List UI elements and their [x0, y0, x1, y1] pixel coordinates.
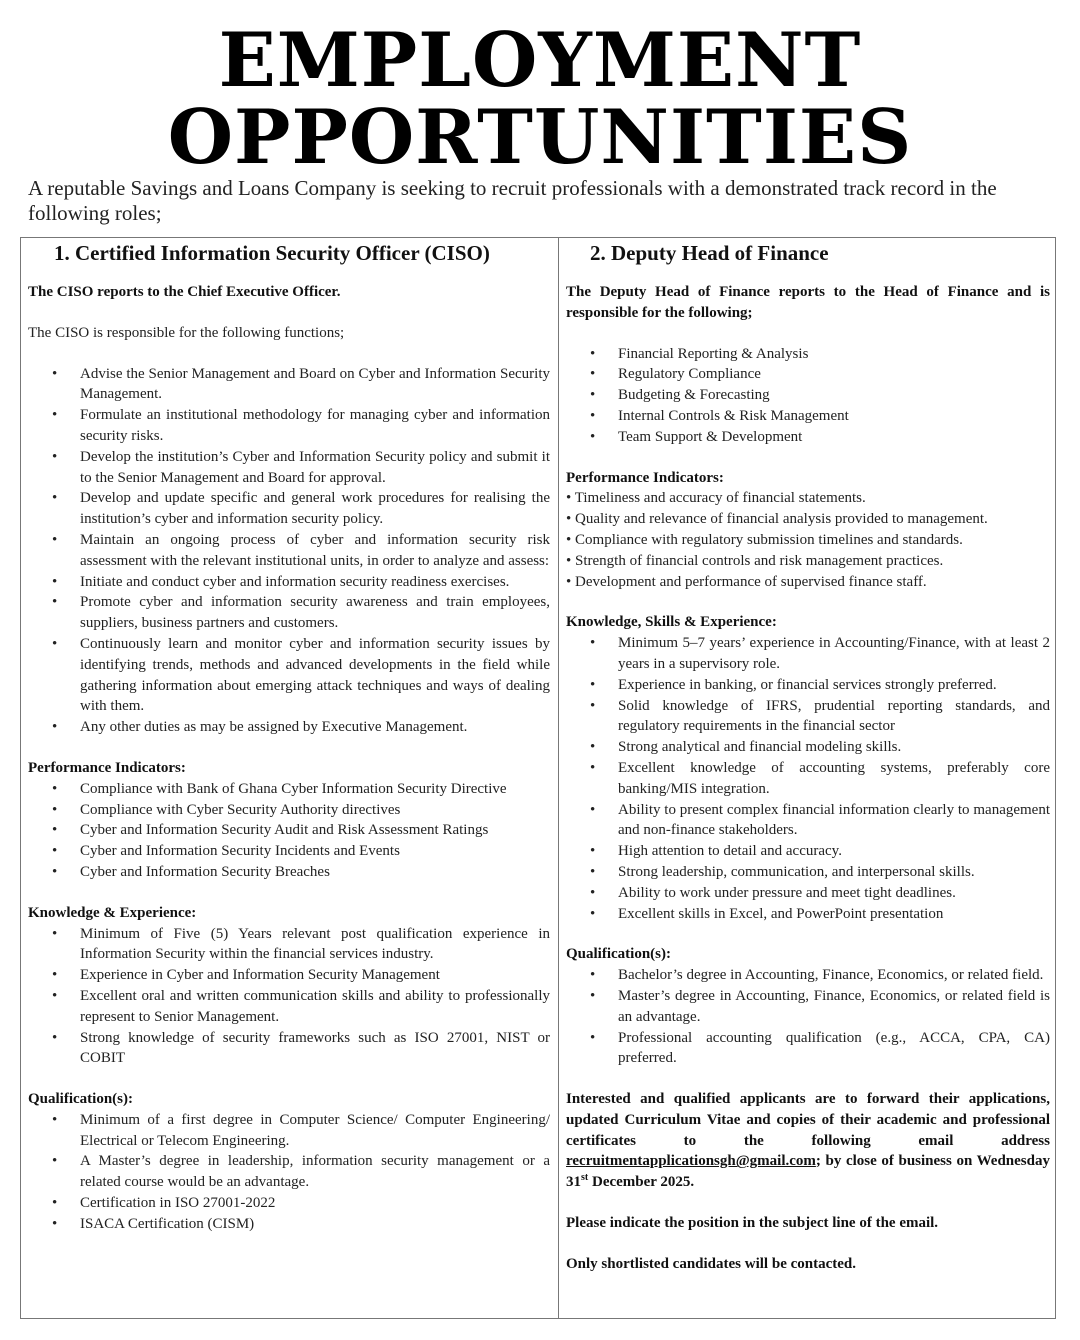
ciso-performance-heading: Performance Indicators:: [28, 759, 186, 776]
list-item: • Professional accounting qualification (e.g., ACCA, CPA, CA) preferred.: [566, 1028, 1050, 1070]
list-item: • High attention to detail and accuracy.: [566, 841, 1050, 862]
list-item: • Compliance with Bank of Ghana Cyber Information Security Directive: [28, 779, 550, 800]
list-item: • Development and performance of supervised finance staff.: [566, 572, 1050, 593]
list-item: • Quality and relevance of financial analysis provided to management.: [566, 509, 1050, 530]
list-item: • Minimum 5–7 years’ experience in Accounting/Finance, with at least 2 years in a supervisory role.: [566, 633, 1050, 675]
list-item: • Cyber and Information Security Audit and Risk Assessment Ratings: [28, 820, 550, 841]
list-item: • Formulate an institutional methodology for managing cyber and information security risks.: [28, 405, 550, 447]
ciso-heading: 1. Certified Information Security Officer (CISO): [54, 241, 490, 265]
list-item: • Solid knowledge of IFRS, prudential reporting standards, and regulatory requirements in the financial sector: [566, 696, 1050, 738]
list-item: • Master’s degree in Accounting, Finance, Economics, or related field is an advantage.: [566, 986, 1050, 1028]
finance-reports-to: The Deputy Head of Finance reports to the Head of Finance and is responsible for the following;: [566, 284, 1050, 321]
list-item: • Regulatory Compliance: [566, 364, 1050, 385]
ciso-knowledge-list: [28, 924, 550, 1070]
finance-qualifications-heading: Qualification(s):: [566, 946, 671, 963]
ciso-performance-list: [28, 779, 550, 883]
list-item: • Initiate and conduct cyber and information security readiness exercises.: [28, 572, 550, 593]
list-item: • Experience in banking, or financial services strongly preferred.: [566, 675, 1050, 696]
list-item: • Advise the Senior Management and Board on Cyber and Information Security Management.: [28, 364, 550, 406]
list-item: • Develop and update specific and general work procedures for realising the institution’s cyber and information security policy.: [28, 488, 550, 530]
finance-performance-list: [566, 488, 1050, 592]
list-item: • Timeliness and accuracy of financial statements.: [566, 488, 1050, 509]
list-item: • A Master’s degree in leadership, information security management or a related course would be an advantage.: [28, 1151, 550, 1193]
finance-knowledge-list: [566, 633, 1050, 924]
roles-table: [20, 237, 1056, 1319]
finance-knowledge-heading: Knowledge, Skills & Experience:: [566, 614, 777, 631]
list-item: • Internal Controls & Risk Management: [566, 406, 1050, 427]
list-item: • Strong analytical and financial modeling skills.: [566, 737, 1050, 758]
list-item: • Strong leadership, communication, and interpersonal skills.: [566, 862, 1050, 883]
list-item: • Budgeting & Forecasting: [566, 385, 1050, 406]
list-item: • Any other duties as may be assigned by Executive Management.: [28, 717, 550, 738]
list-item: • Financial Reporting & Analysis: [566, 344, 1050, 365]
list-item: • Strength of financial controls and risk management practices.: [566, 551, 1050, 572]
application-instructions: [566, 1089, 1050, 1193]
finance-responsibilities-list: [566, 344, 1050, 448]
date-suffix: st: [581, 1172, 589, 1184]
intro-text: A reputable Savings and Loans Company is seeking to recruit professionals with a demonstrated track record in the following roles;: [28, 176, 997, 225]
list-item: • Experience in Cyber and Information Security Management: [28, 965, 550, 986]
shortlist-note: Only shortlisted candidates will be contacted.: [566, 1255, 857, 1272]
subject-line-note: Please indicate the position in the subject line of the email.: [566, 1215, 939, 1232]
list-item: • Promote cyber and information security awareness and train employees, suppliers, business partners and customers.: [28, 592, 550, 634]
list-item: • Compliance with regulatory submission timelines and standards.: [566, 530, 1050, 551]
title-line-1: EMPLOYMENT: [218, 16, 862, 104]
ciso-qualifications-list: [28, 1110, 550, 1235]
list-item: • Minimum of Five (5) Years relevant post qualification experience in Information Security within the financial services industry.: [28, 924, 550, 966]
list-item: • Minimum of a first degree in Computer Science/ Computer Engineering/ Electrical or Telecom Engineering.: [28, 1110, 550, 1152]
list-item: • Strong knowledge of security frameworks such as ISO 27001, NIST or COBIT: [28, 1028, 550, 1070]
list-item: • Cyber and Information Security Breaches: [28, 862, 550, 883]
finance-column: [566, 238, 1050, 1275]
list-item: • Excellent oral and written communication skills and ability to professionally represent to Senior Management.: [28, 986, 550, 1028]
list-item: • Ability to present complex financial information clearly to management and non-finance stakeholders.: [566, 800, 1050, 842]
ciso-functions-list: [28, 364, 550, 738]
ciso-column: [28, 238, 550, 1235]
column-divider: [558, 238, 559, 1318]
finance-heading: 2. Deputy Head of Finance: [590, 241, 829, 265]
list-item: • Excellent skills in Excel, and PowerPoint presentation: [566, 904, 1050, 925]
list-item: • ISACA Certification (CISM): [28, 1214, 550, 1235]
finance-qualifications-list: [566, 965, 1050, 1069]
list-item: • Ability to work under pressure and meet tight deadlines.: [566, 883, 1050, 904]
list-item: • Team Support & Development: [566, 427, 1050, 448]
application-text-before: Interested and qualified applicants are to forward their applications, updated Curriculum Vitae and copies of their academic and professional certificates to the following email address: [566, 1091, 1050, 1149]
list-item: • Continuously learn and monitor cyber and information security issues by identifying trends, methods and advanced developments in the field while gathering information about emerging attack techniques and ways of dealing with them.: [28, 634, 550, 717]
ciso-qualifications-heading: Qualification(s):: [28, 1091, 133, 1108]
list-item: • Bachelor’s degree in Accounting, Finance, Economics, or related field.: [566, 965, 1050, 986]
list-item: • Develop the institution’s Cyber and Information Security policy and submit it to the Senior Management and Board for approval.: [28, 447, 550, 489]
application-email-link[interactable]: recruitmentapplicationsgh@gmail.com: [566, 1153, 816, 1170]
title-line-2: OPPORTUNITIES: [167, 93, 913, 181]
list-item: • Maintain an ongoing process of cyber and information security risk assessment with the relevant institutional units, in order to analyze and assess:: [28, 530, 550, 572]
list-item: • Certification in ISO 27001-2022: [28, 1193, 550, 1214]
list-item: • Excellent knowledge of accounting systems, preferably core banking/MIS integration.: [566, 758, 1050, 800]
ciso-reports-to: The CISO reports to the Chief Executive Officer.: [28, 284, 341, 300]
ciso-responsible-intro: The CISO is responsible for the following functions;: [28, 324, 345, 341]
finance-performance-heading: Performance Indicators:: [566, 469, 724, 486]
application-date-end: December 2025.: [588, 1174, 695, 1191]
list-item: • Compliance with Cyber Security Authority directives: [28, 800, 550, 821]
ciso-knowledge-heading: Knowledge & Experience:: [28, 904, 197, 921]
list-item: • Cyber and Information Security Incidents and Events: [28, 841, 550, 862]
application-text-after: ; by close of business on Wednesday 31: [566, 1153, 1050, 1191]
